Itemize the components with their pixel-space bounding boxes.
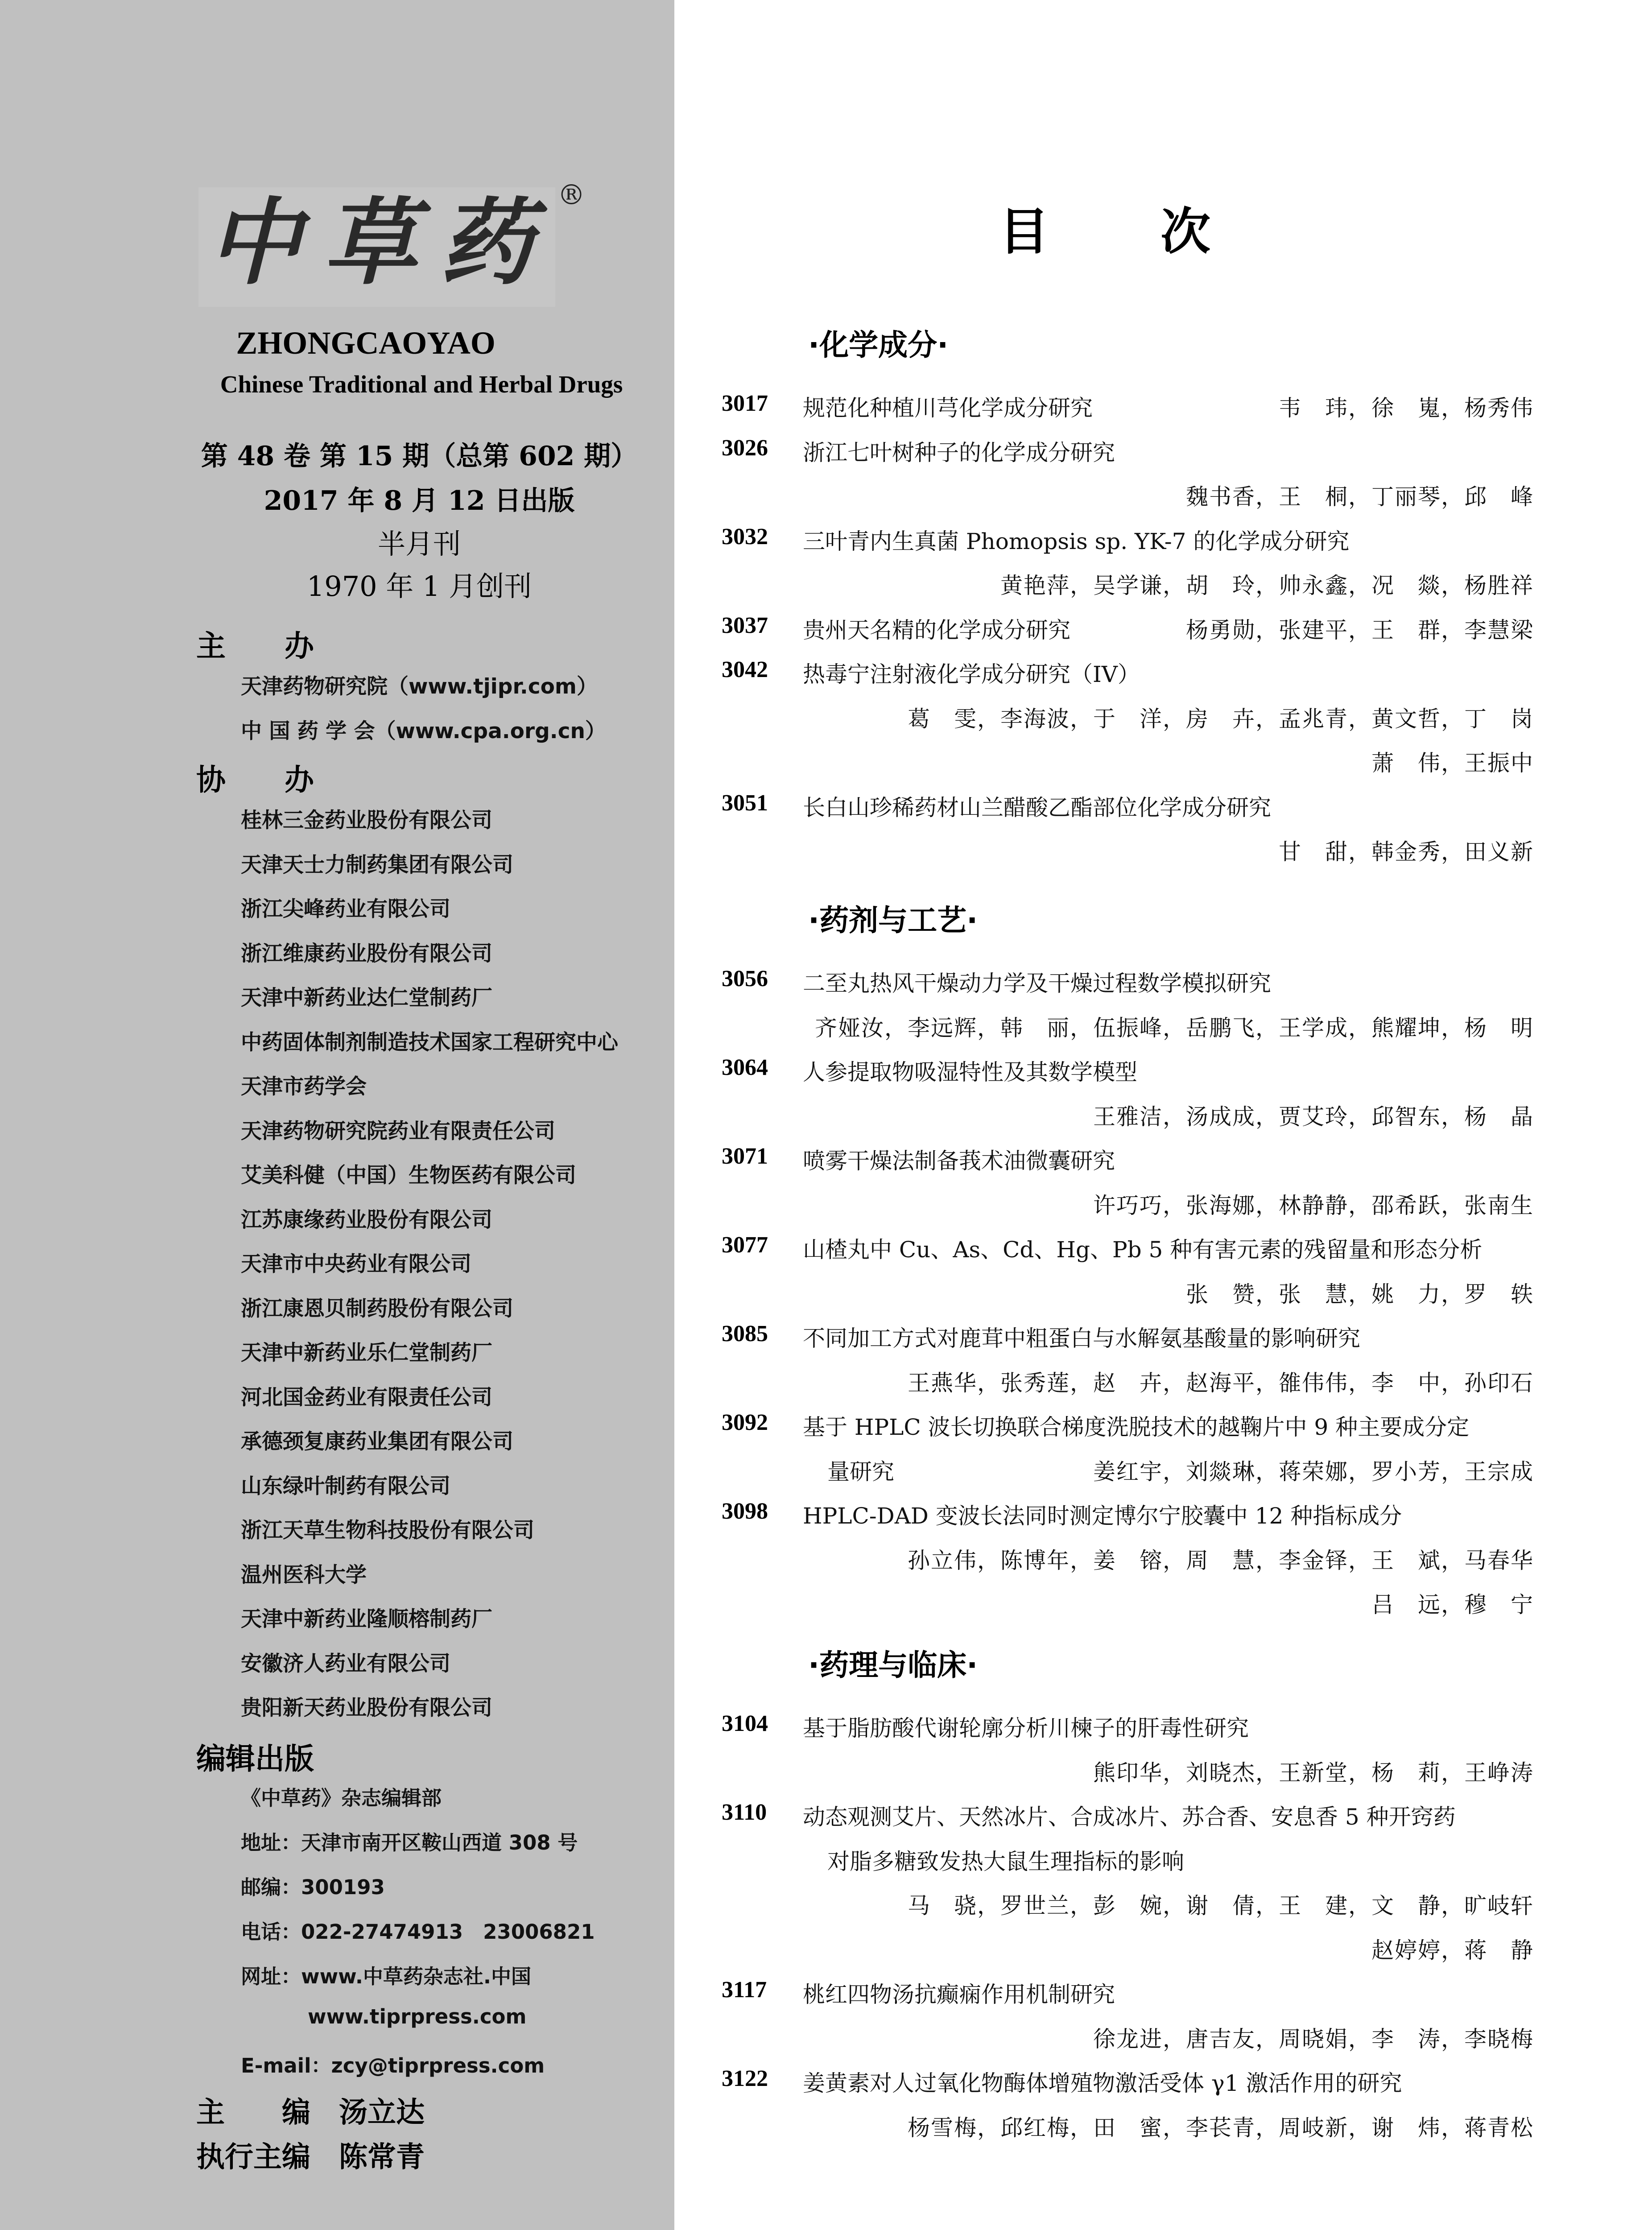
toc-section-heading: ·药理与临床· xyxy=(808,1648,978,1682)
article-page-number: 3064 xyxy=(722,1055,768,1080)
article-title[interactable]: 桃红四物汤抗癫痫作用机制研究 xyxy=(803,1982,1115,2007)
cosponsor-item: 天津天士力制药集团有限公司 xyxy=(241,852,513,877)
executive-editor: 执行主编 陈常青 xyxy=(196,2141,425,2174)
article-title[interactable]: 贵州天名精的化学成分研究 xyxy=(803,617,1070,643)
article-authors: 徐龙进，唐吉友，周晓娟，李 涛，李晓梅 xyxy=(1093,2026,1534,2052)
journal-pinyin-name: ZHONGCAOYAO xyxy=(236,325,496,361)
article-page-number: 3098 xyxy=(722,1499,768,1524)
publisher-address: 地址：天津市南开区鞍山西道 308 号 xyxy=(241,1831,578,1854)
article-title[interactable]: 不同加工方式对鹿茸中粗蛋白与水解氨基酸量的影响研究 xyxy=(803,1326,1360,1351)
article-authors: 齐娅汝，李远辉，韩 丽，伍振峰，岳鹏飞，王学成，熊耀坤，杨 明 xyxy=(815,1015,1534,1041)
sponsor-item: 中 国 药 学 会（www.cpa.org.cn） xyxy=(241,719,606,743)
cosponsor-item: 安徽济人药业有限公司 xyxy=(241,1651,450,1676)
article-page-number: 3117 xyxy=(722,1977,767,2003)
article-authors: 马 骁，罗世兰，彭 婉，谢 倩，王 建，文 静，旷岐轩 xyxy=(908,1893,1534,1919)
article-title[interactable]: 山楂丸中 Cu、As、Cd、Hg、Pb 5 种有害元素的残留量和形态分析 xyxy=(803,1237,1483,1263)
issue-number: 第 48 卷 第 15 期（总第 602 期） xyxy=(201,441,638,472)
cosponsor-item: 天津市中央药业有限公司 xyxy=(241,1252,471,1276)
article-authors: 杨勇勋，张建平，王 群，李慧梁 xyxy=(1186,617,1534,643)
article-authors: 孙立伟，陈博年，姜 镕，周 慧，李金铎，王 斌，马春华 xyxy=(908,1547,1534,1573)
toc-title: 目次 xyxy=(999,203,1322,261)
article-title[interactable]: HPLC-DAD 变波长法同时测定博尔宁胶囊中 12 种指标成分 xyxy=(803,1503,1402,1529)
article-title[interactable]: 浙江七叶树种子的化学成分研究 xyxy=(803,439,1115,466)
article-authors: 张 赞，张 慧，姚 力，罗 轶 xyxy=(1186,1281,1534,1307)
article-page-number: 3110 xyxy=(722,1800,767,1825)
article-authors: 萧 伟，王振中 xyxy=(1371,750,1534,776)
article-title[interactable]: 动态观测艾片、天然冰片、合成冰片、苏合香、安息香 5 种开窍药 xyxy=(803,1804,1456,1830)
cosponsor-item: 贵阳新天药业股份有限公司 xyxy=(241,1696,492,1720)
journal-logo xyxy=(198,178,600,308)
article-page-number: 3037 xyxy=(722,612,768,638)
article-title[interactable]: 热毒宁注射液化学成分研究（IV） xyxy=(803,661,1140,687)
sponsor-heading: 主 办 xyxy=(196,629,314,663)
article-title[interactable]: 对脂多糖致发热大鼠生理指标的影响 xyxy=(827,1848,1184,1875)
article-authors: 葛 雯，李海波，于 洋，房 卉，孟兆青，黄文哲，丁 岗 xyxy=(908,706,1534,732)
cosponsor-item: 中药固体制剂制造技术国家工程研究中心 xyxy=(241,1030,618,1055)
article-title[interactable]: 三叶青内生真菌 Phomopsis sp. YK-7 的化学成分研究 xyxy=(803,528,1350,554)
article-title[interactable]: 基于脂肪酸代谢轮廓分析川楝子的肝毒性研究 xyxy=(803,1715,1249,1741)
cosponsor-item: 浙江维康药业股份有限公司 xyxy=(241,941,492,966)
publication-frequency: 半月刊 xyxy=(377,528,461,560)
article-title[interactable]: 喷雾干燥法制备莪术油微囊研究 xyxy=(803,1148,1115,1174)
article-page-number: 3026 xyxy=(722,435,768,461)
cosponsor-item: 天津中新药业隆顺榕制药厂 xyxy=(241,1607,492,1631)
article-title[interactable]: 基于 HPLC 波长切换联合梯度洗脱技术的越鞠片中 9 种主要成分定 xyxy=(803,1414,1470,1440)
toc-section-heading: ·药剂与工艺· xyxy=(808,903,978,937)
article-title[interactable]: 二至丸热风干燥动力学及干燥过程数学模拟研究 xyxy=(803,970,1271,996)
publisher-email[interactable]: E-mail：zcy@tiprpress.com xyxy=(241,2054,545,2077)
cosponsor-item: 温州医科大学 xyxy=(241,1562,367,1587)
publisher-website[interactable]: 网址：www.中草药杂志社.中国 xyxy=(241,1965,532,1988)
article-page-number: 3085 xyxy=(722,1321,768,1346)
article-page-number: 3051 xyxy=(722,790,768,816)
article-authors: 韦 玮，徐 嵬，杨秀伟 xyxy=(1279,395,1534,421)
cosponsor-item: 承德颈复康药业集团有限公司 xyxy=(241,1429,513,1454)
article-page-number: 3077 xyxy=(722,1232,768,1258)
publisher-postcode: 邮编：300193 xyxy=(241,1875,385,1899)
cosponsor-item: 桂林三金药业股份有限公司 xyxy=(241,808,492,833)
article-authors: 黄艳萍，吴学谦，胡 玲，帅永鑫，况 燚，杨胜祥 xyxy=(1000,573,1534,599)
article-authors: 王燕华，张秀莲，赵 卉，赵海平，雒伟伟，李 中，孙印石 xyxy=(908,1370,1534,1396)
toc-section-heading: ·化学成分· xyxy=(808,328,949,362)
cosponsor-item: 浙江康恩贝制药股份有限公司 xyxy=(241,1296,513,1321)
cosponsor-item: 浙江天草生物科技股份有限公司 xyxy=(241,1518,534,1543)
cosponsor-item: 天津中新药业乐仁堂制药厂 xyxy=(241,1341,492,1365)
publisher-name: 《中草药》杂志编辑部 xyxy=(241,1786,442,1810)
editor-in-chief: 主 编 汤立达 xyxy=(196,2096,425,2129)
logo-calligraphy: 中草药 xyxy=(207,187,556,297)
article-page-number: 3032 xyxy=(722,524,768,549)
cosponsor-item: 艾美科健（中国）生物医药有限公司 xyxy=(241,1163,576,1188)
publication-date: 2017 年 8 月 12 日出版 xyxy=(264,485,575,516)
sponsor-item: 天津药物研究院（www.tjipr.com） xyxy=(241,674,598,699)
article-page-number: 3071 xyxy=(722,1144,768,1169)
article-page-number: 3017 xyxy=(722,391,768,416)
cosponsor-item: 山东绿叶制药有限公司 xyxy=(241,1474,450,1499)
article-authors: 赵婷婷，蒋 静 xyxy=(1371,1937,1534,1963)
article-page-number: 3104 xyxy=(722,1711,768,1736)
article-authors: 熊印华，刘晓杰，王新堂，杨 莉，王峥涛 xyxy=(1093,1759,1534,1786)
article-authors: 甘 甜，韩金秀，田义新 xyxy=(1279,839,1534,865)
article-page-number: 3042 xyxy=(722,657,768,682)
founded-date: 1970 年 1 月创刊 xyxy=(306,570,532,603)
article-authors: 王雅洁，汤成成，贾艾玲，邱智东，杨 晶 xyxy=(1093,1103,1534,1130)
article-authors: 吕 远，穆 宁 xyxy=(1371,1592,1534,1618)
article-page-number: 3056 xyxy=(722,966,768,991)
cosponsor-item: 浙江尖峰药业有限公司 xyxy=(241,897,450,921)
registered-mark: ® xyxy=(558,178,585,211)
cosponsor-item: 河北国金药业有限责任公司 xyxy=(241,1385,492,1410)
cosponsor-item: 天津市药学会 xyxy=(241,1074,367,1099)
article-page-number: 3122 xyxy=(722,2066,768,2091)
publisher-heading: 编辑出版 xyxy=(196,1742,314,1776)
sponsor-list xyxy=(241,665,606,753)
cosponsor-item: 江苏康缘药业股份有限公司 xyxy=(241,1207,492,1232)
article-title[interactable]: 人参提取物吸湿特性及其数学模型 xyxy=(803,1059,1137,1085)
cosponsor-heading: 协 办 xyxy=(196,763,314,797)
article-authors: 许巧巧，张海娜，林静静，邵希跃，张南生 xyxy=(1093,1192,1534,1218)
cosponsor-item: 天津药物研究院药业有限责任公司 xyxy=(241,1119,555,1144)
article-authors: 杨雪梅，邱红梅，田 蜜，李苌青，周岐新，谢 炜，蒋青松 xyxy=(908,2114,1534,2141)
journal-english-name: Chinese Traditional and Herbal Drugs xyxy=(220,371,623,398)
article-title[interactable]: 规范化种植川芎化学成分研究 xyxy=(803,395,1093,421)
publisher-website-2[interactable]: www.tiprpress.com xyxy=(308,2005,527,2028)
article-title[interactable]: 量研究 xyxy=(827,1458,894,1485)
article-page-number: 3092 xyxy=(722,1410,768,1435)
cosponsor-list xyxy=(241,798,618,1730)
article-title[interactable]: 姜黄素对人过氧化物酶体增殖物激活受体 γ1 激活作用的研究 xyxy=(803,2070,1402,2096)
publisher-phone: 电话：022-27474913 23006821 xyxy=(241,1920,595,1944)
journal-info-sidebar xyxy=(0,0,674,2230)
article-authors: 姜红宇，刘燚琳，蒋荣娜，罗小芳，王宗成 xyxy=(1093,1458,1534,1485)
article-authors: 魏书香，王 桐，丁丽琴，邱 峰 xyxy=(1186,484,1534,510)
cosponsor-item: 天津中新药业达仁堂制药厂 xyxy=(241,986,492,1010)
article-title[interactable]: 长白山珍稀药材山兰醋酸乙酯部位化学成分研究 xyxy=(803,794,1271,821)
